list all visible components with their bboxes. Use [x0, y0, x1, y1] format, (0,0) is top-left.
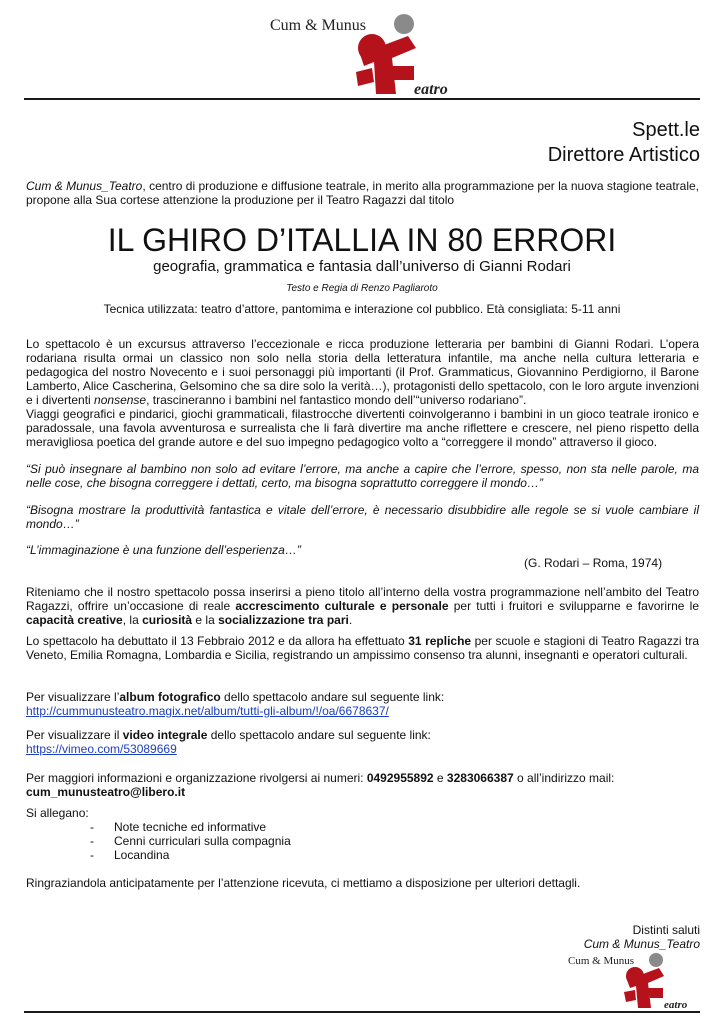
closing [24, 923, 700, 951]
proposal-paragraph [26, 585, 699, 627]
closing-line2: Cum & Munus_Teatro [583, 937, 700, 951]
description-text-c: Viaggi geografici e pindarici, giochi grammaticali, filastrocche divertenti coinvolgeranno i bambini in un gioco teatrale ironico e paradossale, una favola avventurosa e surrealista che li farà divertire ma anche riflettere e crescere, nel pieno rispetto della meravigliosa poetica del grande autore e del suo impegno pedagogico volto a “correggere il mondo” attraverso il gioco. [26, 407, 699, 449]
logo-text-small: Cum & Munus [568, 955, 635, 967]
description-paragraph [26, 337, 699, 449]
contact-and: e [433, 771, 447, 785]
intro-paragraph [26, 179, 699, 207]
video-link[interactable]: https://vimeo.com/53089669 [26, 742, 177, 756]
recipient [24, 118, 700, 168]
attachments-list [90, 820, 291, 862]
album-paragraph [26, 690, 699, 718]
proposal-text-d: , la [122, 613, 143, 627]
proposal-bold-3: curiosità [142, 613, 193, 627]
description-text-b: , trascineranno i bambini nel fantastico mondo dell’“universo rodariano”. [146, 393, 527, 407]
technique: Tecnica utilizzata: teatro d’attore, pantomima e interazione col pubblico. Età consigliata: 5-11 anni [103, 302, 621, 316]
thanks-paragraph: Ringraziandola anticipatamente per l’attenzione ricevuta, ci mettiamo a disposizione per ulteriori dettagli. [26, 876, 581, 890]
album-text-c: dello spettacolo andare sul seguente link: [220, 690, 445, 704]
phone-2: 3283066387 [446, 771, 514, 785]
proposal-bold-1: accrescimento culturale e personale [235, 599, 449, 613]
credits: Testo e Regia di Renzo Pagliaroto [286, 283, 438, 294]
attachment-item: - Cenni curriculari sulla compagnia [90, 834, 291, 848]
proposal-bold-2: capacità creative [26, 613, 123, 627]
video-text-a: Per visualizzare il [26, 728, 123, 742]
debut-text-a: Lo spettacolo ha debuttato il 13 Febbraio 2012 e da allora ha effettuato [26, 634, 409, 648]
attachment-item-label: Cenni curriculari sulla compagnia [114, 834, 291, 848]
proposal-bold-4: socializzazione tra pari [218, 613, 349, 627]
contact-text-b: o all’indirizzo mail: [513, 771, 615, 785]
video-text-c: dello spettacolo andare sul seguente link: [207, 728, 431, 742]
bottom-logo [566, 950, 700, 1012]
recipient-line1: Spett.le [632, 119, 700, 141]
logo-sub: eatro [414, 81, 448, 98]
video-paragraph [26, 728, 699, 756]
phone-1: 0492955892 [366, 771, 434, 785]
top-logo [268, 8, 468, 102]
album-link[interactable]: http://cummunusteatro.magix.net/album/tutti-gli-album/!/oa/6678637/ [26, 704, 389, 718]
video-bold: video integrale [122, 728, 208, 742]
attachment-item-label: Locandina [114, 848, 170, 862]
quote-1: “Si può insegnare al bambino non solo ad evitare l’errore, ma anche a capire che l’errore, spesso, non sta nelle parole, ma nelle cose, che bisogna correggere i dettati, certo, ma bisogna soprattutto correggere il mondo…” [26, 462, 699, 490]
contact-text-a: Per maggiori informazioni e organizzazione rivolgersi ai numeri: [26, 771, 367, 785]
proposal-text-c: per tutti i fruitori e svilupparne e favorirne le [448, 599, 700, 613]
debut-paragraph [26, 634, 699, 662]
logo-sub-small: eatro [664, 999, 688, 1011]
closing-line1: Distinti saluti [632, 923, 700, 937]
contact-paragraph [26, 771, 699, 799]
show-title: IL GHIRO D’ITALLIA IN 80 ERRORI [107, 222, 617, 258]
quote-source: (G. Rodari – Roma, 1974) [524, 556, 663, 570]
attachment-item: - Note tecniche ed informative [90, 820, 267, 834]
company-name: Cum & Munus_Teatro [26, 179, 143, 193]
show-subtitle: geografia, grammatica e fantasia dall’universo di Gianni Rodari [153, 258, 571, 275]
description-text-a: Lo spettacolo è un excursus attraverso l’eccezionale e ricca produzione letteraria per bambini di Gianni Rodari. L’opera rodariana risulta ormai un classico non solo nella storia della letteratura infantile, ma anche nella cultura letteraria e pedagogica del nostro Novecento e i suoi personaggi più importanti (il Prof. Grammaticus, Giovannino Perdigiorno, il Barone Lamberto, Alice Cascherina, Gelsomino che sa dire solo la verità…), protagonisti dello spettacolo, con le loro argute invenzioni e i divertenti [26, 337, 699, 407]
proposal-text-f: . [348, 613, 353, 627]
proposal-text-a: Riteniamo che il nostro spettacolo possa inserirsi a pieno titolo all’interno della vostra programmazione nell’ambito del Teatro Ragazzi, offrire un’occasione di reale [26, 585, 699, 613]
logo-text: Cum & Munus [270, 17, 367, 34]
proposal-text-e: e la [192, 613, 219, 627]
album-bold: album fotografico [119, 690, 221, 704]
attachment-item: - Locandina [90, 848, 170, 862]
replicas-count: 31 repliche [408, 634, 472, 648]
contact-email: cum_munusteatro@libero.it [26, 785, 186, 799]
bottom-divider [24, 1011, 700, 1013]
top-divider [24, 98, 700, 100]
quote-2: “Bisogna mostrare la produttività fantastica e vitale dell’errore, è necessario disubbidire alle regole se si vuole cambiare il mondo…” [26, 503, 699, 531]
recipient-line2: Direttore Artistico [547, 144, 700, 166]
attachment-item-label: Note tecniche ed informative [114, 820, 267, 834]
nonsense-word: nonsense [94, 393, 147, 407]
quote-3: “L’immaginazione è una funzione dell’esperienza…” [26, 543, 301, 557]
debut-text-c: per scuole e stagioni di Teatro Ragazzi tra Veneto, Emilia Romagna, Lombardia e Sicilia, registrando un ampissimo consenso tra alunni, insegnanti e operatori culturali. [26, 634, 700, 662]
album-text-a: Per visualizzare l’ [26, 690, 120, 704]
intro-text: , centro di produzione e diffusione teatrale, in merito alla programmazione per la nuova stagione teatrale, propone alla Sua cortese attenzione la produzione per il Teatro Ragazzi dal titolo [26, 179, 700, 207]
attachments-label: Si allegano: [26, 806, 89, 820]
